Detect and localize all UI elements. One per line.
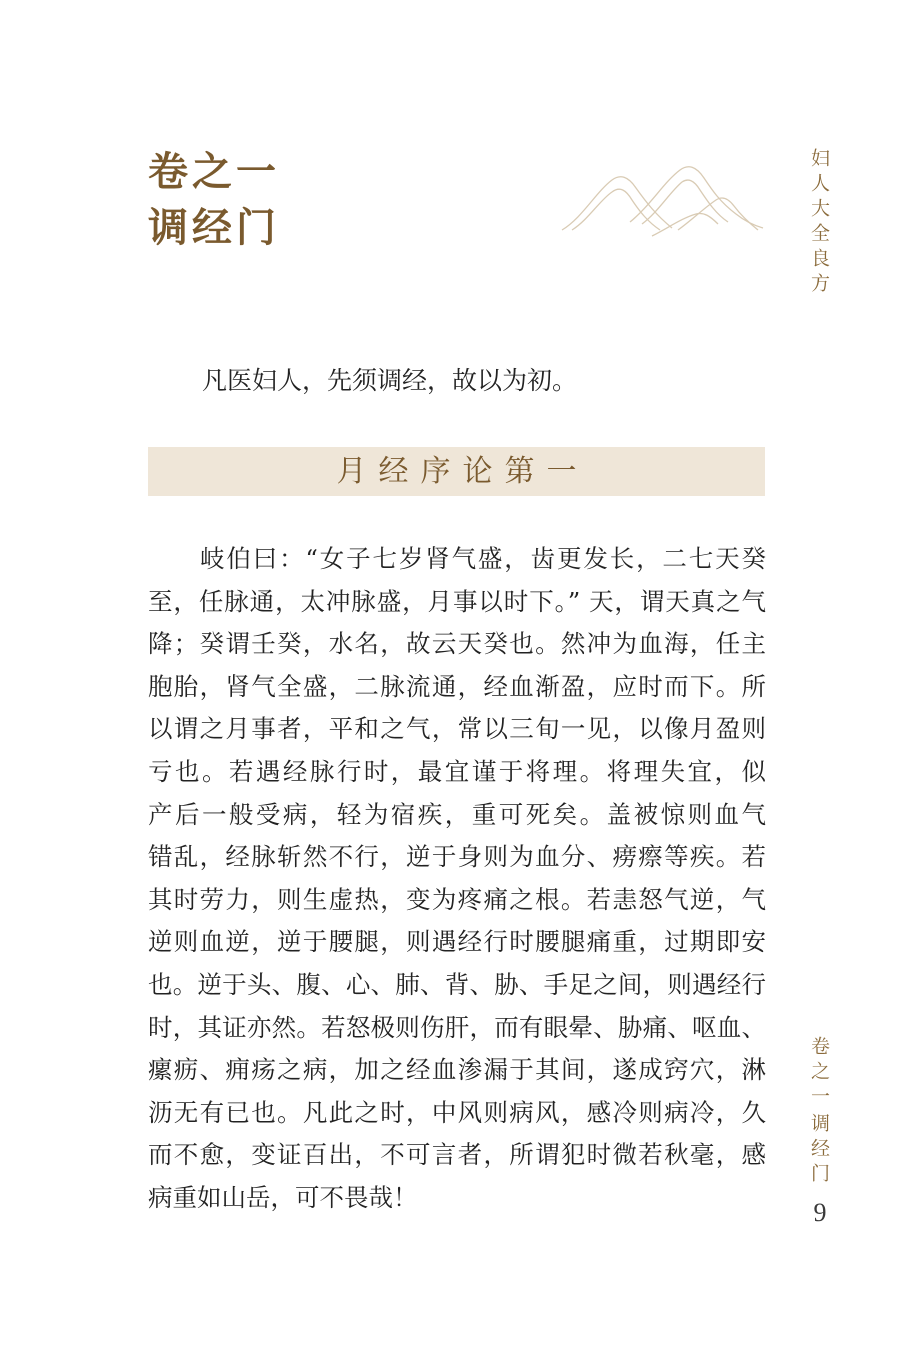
section-heading: 月经序论第一 (336, 453, 589, 489)
running-header-section: 调经门 (808, 1113, 830, 1188)
body-line: 时，其证亦然。若怒极则伤肝，而有眼晕、胁痛、呕血、 (148, 1012, 766, 1042)
body-line: 其时劳力，则生虚热，变为疼痛之根。若恚怒气逆，气 (148, 884, 766, 914)
body-line: 而不愈，变证百出，不可言者，所谓犯时微若秋毫，感 (148, 1140, 766, 1170)
body-line: 至，任脉通，太冲脉盛，月事以时下。” 天，谓天真之气 (148, 586, 766, 616)
body-line: 降；癸谓壬癸，水名，故云天癸也。然冲为血海，任主 (148, 629, 766, 659)
body-line: 沥无有已也。凡此之时，中风则病风，感冷则病冷，久 (148, 1097, 766, 1127)
body-line: 以谓之月事者，平和之气，常以三旬一见，以像月盈则 (148, 714, 766, 744)
body-line: 逆则血逆，逆于腰腿，则遇经行时腰腿痛重，过期即安 (148, 927, 766, 957)
running-header-volume: 卷之一 (808, 1036, 830, 1111)
body-line: 岐伯曰：“女子七岁肾气盛，齿更发长，二七天癸 (200, 544, 766, 573)
body-line: 也。逆于头、腹、心、肺、背、胁、手足之间，则遇经行 (148, 969, 766, 999)
body-line: 瘰疬、痈疡之病，加之经血渗漏于其间，遂成窍穴，淋 (148, 1055, 766, 1085)
book-title-vertical: 妇人大全良方 (808, 148, 830, 298)
body-line: 病重如山岳，可不畏哉！ (148, 1182, 418, 1212)
chapter-title-volume: 卷之一 (148, 148, 280, 195)
body-line: 产后一般受病，轻为宿疾，重可死矣。盖被惊则血气 (148, 799, 766, 829)
body-line: 胞胎，肾气全盛，二脉流通，经血渐盈，应时而下。所 (148, 671, 766, 701)
chapter-title-section: 调经门 (148, 204, 280, 251)
section-heading-bar (148, 447, 765, 496)
body-text (148, 538, 766, 1220)
body-line: 错乱，经脉斩然不行，逆于身则为血分、痨瘵等疾。若 (148, 842, 766, 872)
intro-text: 凡医妇人，先须调经，故以为初。 (202, 366, 578, 395)
mountain-illustration-icon (560, 160, 765, 238)
page-number: 9 (813, 1198, 827, 1227)
body-line: 亏也。若遇经脉行时，最宜谨于将理。将理失宜，似 (148, 756, 766, 786)
